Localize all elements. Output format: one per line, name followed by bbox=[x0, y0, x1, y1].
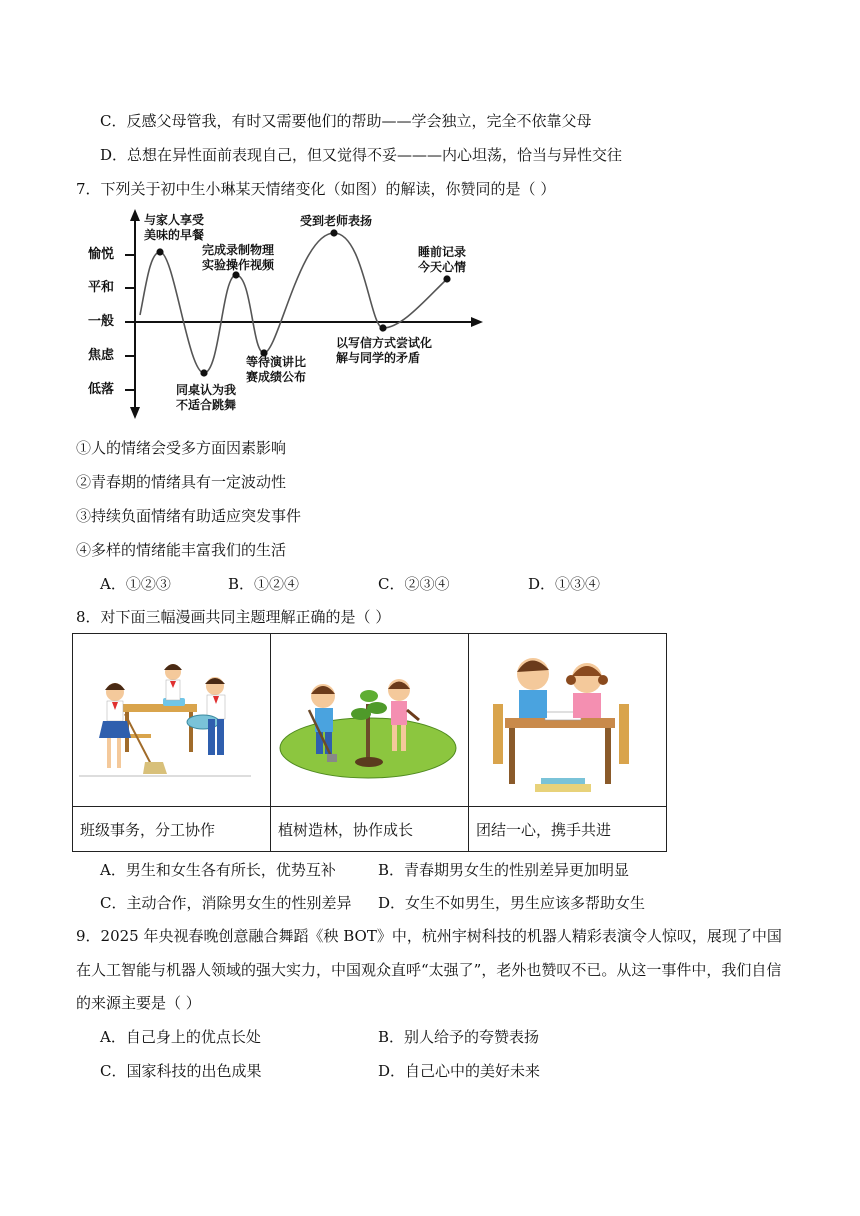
q7-statement-4: ④多样的情绪能丰富我们的生活 bbox=[76, 541, 287, 559]
q8-stem: 8．对下面三幅漫画共同主题理解正确的是（ ） bbox=[76, 608, 391, 626]
q9-stem-line-2: 在人工智能与机器人领域的强大实力，中国观众直呼“太强了”，老外也赞叹不已。从这一事件中，我们自信 bbox=[76, 961, 782, 979]
q6-option-c: C．反感父母管我，有时又需要他们的帮助——学会独立，完全不依靠父母 bbox=[100, 112, 592, 130]
mood-label-anxious: 焦虑 bbox=[88, 348, 115, 363]
q7-statement-3: ③持续负面情绪有助适应突发事件 bbox=[76, 507, 302, 525]
event-annotation: 同桌认为我 不适合跳舞 bbox=[176, 383, 237, 412]
q9-option-c[interactable]: C．国家科技的出色成果 bbox=[100, 1062, 262, 1080]
mood-label-normal: 一般 bbox=[88, 314, 115, 329]
mood-label-calm: 平和 bbox=[88, 280, 115, 295]
mood-chart-svg bbox=[80, 205, 500, 420]
class-duty-illustration bbox=[73, 634, 270, 802]
q9-option-b[interactable]: B．别人给予的夸赞表扬 bbox=[378, 1028, 540, 1046]
tree-planting-illustration bbox=[271, 634, 468, 802]
q7-option-d[interactable]: D．①③④ bbox=[528, 575, 601, 593]
q8-option-c[interactable]: C．主动合作，消除男女生的性别差异 bbox=[100, 894, 352, 912]
q9-option-d[interactable]: D．自己心中的美好未来 bbox=[378, 1062, 541, 1080]
q9-option-a[interactable]: A．自己身上的优点长处 bbox=[100, 1028, 261, 1046]
event-annotation: 等待演讲比 赛成绩公布 bbox=[246, 355, 307, 384]
event-annotation: 睡前记录 今天心情 bbox=[418, 245, 467, 274]
event-annotation: 受到老师表扬 bbox=[300, 214, 373, 228]
q9-stem-line-1: 9．2025 年央视春晚创意融合舞蹈《秧 BOT》中，杭州宇树科技的机器人精彩表演令人惊叹，展现了中国 bbox=[76, 927, 782, 945]
event-annotation: 以写信方式尝试化 解与同学的矛盾 bbox=[336, 336, 433, 365]
event-annotation: 与家人享受 美味的早餐 bbox=[144, 213, 205, 242]
q8-option-b[interactable]: B．青春期男女生的性别差异更加明显 bbox=[378, 861, 630, 879]
q7-statement-1: ①人的情绪会受多方面因素影响 bbox=[76, 439, 287, 457]
q7-stem: 7．下列关于初中生小琳某天情绪变化（如图）的解读，你赞同的是（ ） bbox=[76, 180, 556, 198]
q6-option-d: D．总想在异性面前表现自己，但又觉得不妥———内心坦荡，恰当与异性交往 bbox=[100, 146, 623, 164]
q8-option-a[interactable]: A．男生和女生各有所长，优势互补 bbox=[100, 861, 336, 879]
caption-study-together: 团结一心，携手共进 bbox=[469, 807, 667, 852]
study-together-illustration bbox=[469, 634, 666, 802]
mood-label-low: 低落 bbox=[88, 382, 115, 397]
q7-option-b[interactable]: B．①②④ bbox=[228, 575, 300, 593]
q7-statement-2: ②青春期的情绪具有一定波动性 bbox=[76, 473, 287, 491]
q7-mood-chart bbox=[80, 205, 500, 420]
comic-class-duty bbox=[73, 634, 271, 807]
q7-option-c[interactable]: C．②③④ bbox=[378, 575, 450, 593]
caption-class-duty: 班级事务，分工协作 bbox=[73, 807, 271, 852]
q8-comic-table bbox=[72, 633, 667, 852]
event-annotation: 完成录制物理 实验操作视频 bbox=[202, 243, 275, 272]
caption-tree-planting: 植树造林，协作成长 bbox=[271, 807, 469, 852]
comic-tree-planting bbox=[271, 634, 469, 807]
q8-option-d[interactable]: D．女生不如男生，男生应该多帮助女生 bbox=[378, 894, 646, 912]
q7-option-a[interactable]: A．①②③ bbox=[100, 575, 171, 593]
comic-study-together bbox=[469, 634, 667, 807]
mood-label-joyful: 愉悦 bbox=[88, 247, 115, 262]
q9-stem-line-3: 的来源主要是（ ） bbox=[76, 994, 201, 1012]
